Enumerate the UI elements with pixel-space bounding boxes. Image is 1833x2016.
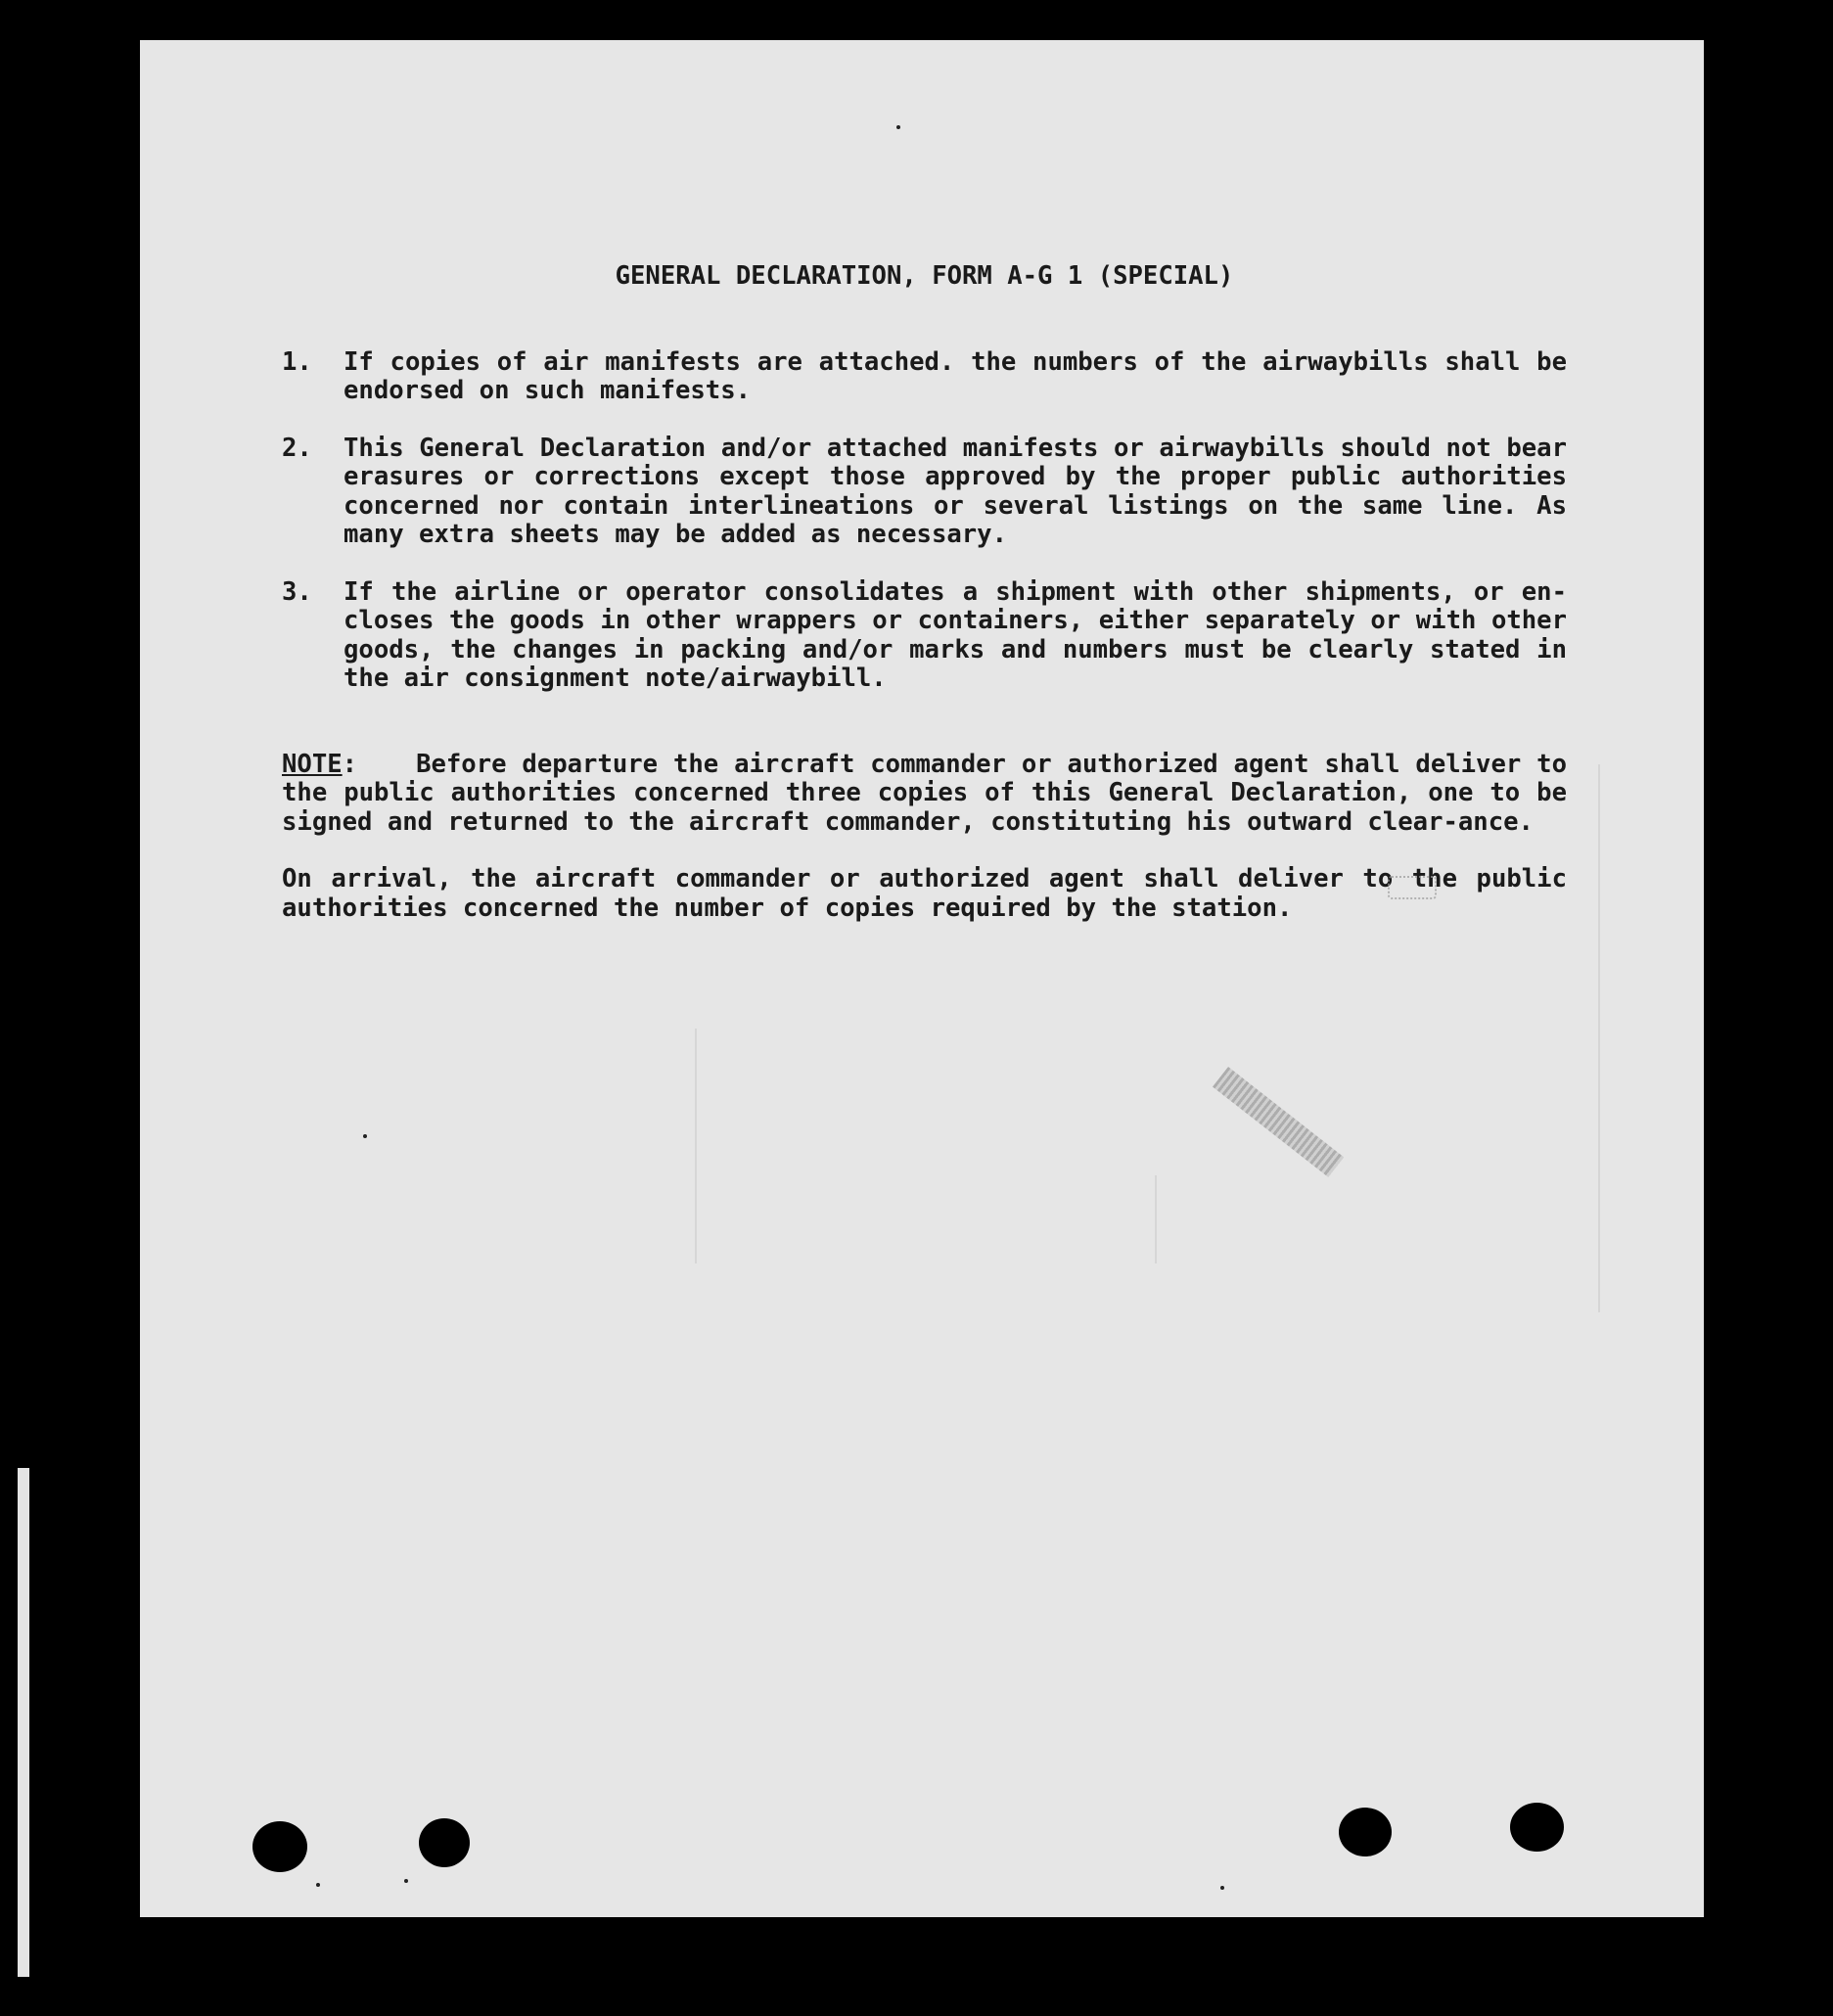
item-number: 1. [282,346,312,377]
faint-smudge [1388,876,1437,899]
arrival-paragraph: On arrival, the aircraft commander or authorized agent shall deliver to the public authorities concerned the number of copies required by the station. [282,864,1567,923]
bleed-through-line [1155,1175,1157,1263]
item-text: This General Declaration and/or attached manifests or airwaybills should not bear erasures or corrections except those approved by the proper public authorities concerned nor contain interlineations or several listings on the same line. As many extra sheets may be added as necessary. [344,433,1567,549]
dust-speck [404,1879,408,1883]
note-label: NOTE [282,749,343,779]
film-edge-strip [18,1468,29,1977]
punch-hole [252,1821,307,1872]
note-colon: : [342,749,358,779]
item-text: If copies of air manifests are attached. the numbers of the airwaybills shall be endorsed on such manifests. [344,346,1567,405]
punch-hole [419,1818,470,1867]
punch-hole [1339,1808,1392,1856]
document-body [282,262,1567,923]
note-paragraph [282,751,1567,838]
list-item [282,578,1567,694]
dust-speck [896,125,900,129]
item-number: 3. [282,576,312,607]
note-text: Before departure the aircraft commander or authorized agent shall deliver to the public authorities concerned three copies of this General Declaration, one to be signed and returned to the aircraft commander, constituting his outward clear-ance. [282,749,1567,837]
list-item [282,348,1567,406]
list-item [282,435,1567,550]
bleed-through-line [1598,764,1600,1312]
item-number: 2. [282,433,312,463]
dust-speck [363,1134,367,1138]
dust-speck [1220,1886,1224,1890]
punch-hole [1510,1803,1564,1852]
bleed-through-line [695,1029,697,1263]
item-text: If the airline or operator consolidates a shipment with other shipments, or en-closes the goods in other wrappers or containers, either separately or with other goods, the changes in packing and/or marks and numbers must be clearly stated in the air consignment note/airwaybill. [344,576,1567,693]
document-title: GENERAL DECLARATION, FORM A-G 1 (SPECIAL) [615,261,1234,291]
dust-speck [316,1883,320,1887]
